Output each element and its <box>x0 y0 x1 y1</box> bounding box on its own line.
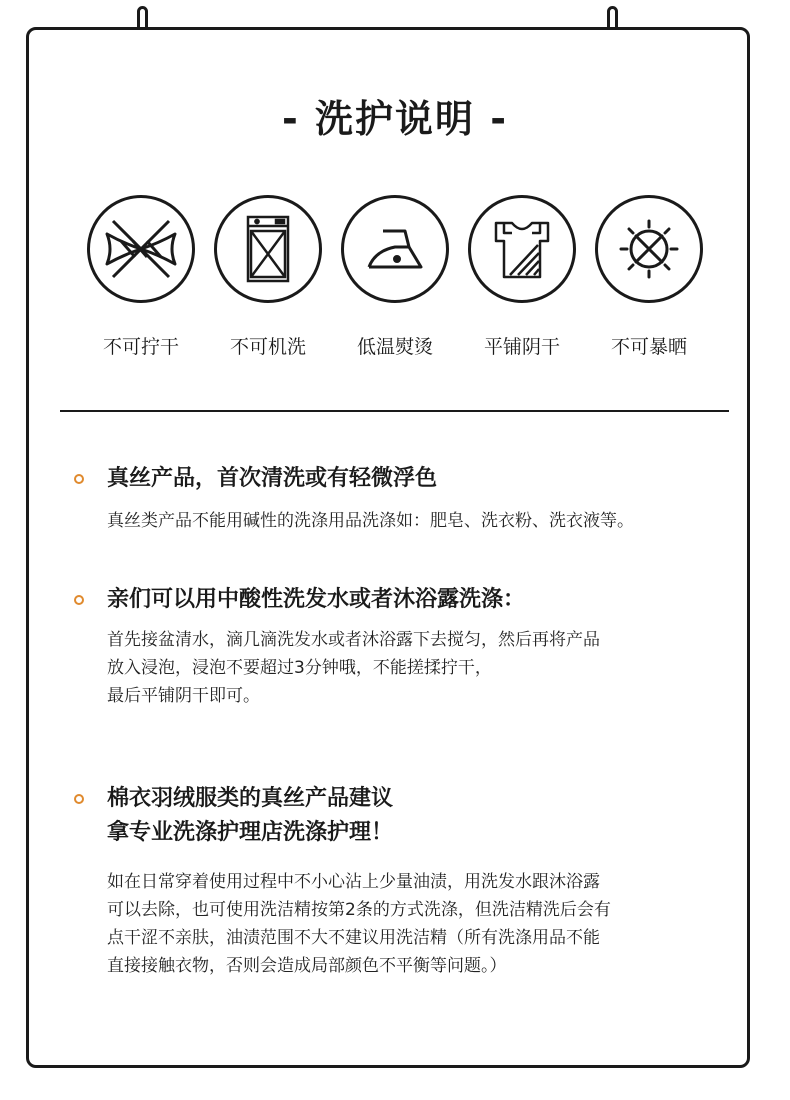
care-label-low-temp-iron: 低温熨烫 <box>356 336 433 358</box>
section-title: 真丝产品，首次清洗或有轻微浮色 <box>107 466 438 491</box>
section-title-line: 棉衣羽绒服类的真丝产品建议 <box>107 786 394 811</box>
care-label-no-machine-wash: 不可机洗 <box>229 336 306 358</box>
body-line: 如在日常穿着使用过程中不小心沾上少量油渍，用洗发水跟沐浴露 <box>107 872 600 892</box>
body-line: 点干涩不亲肤，油渍范围不大不建议用洗洁精（所有洗涤用品不能 <box>107 928 600 948</box>
body-line: 首先接盆清水，滴几滴洗发水或者沐浴露下去搅匀，然后再将产品 <box>107 630 600 650</box>
bullet-icon <box>74 794 84 804</box>
section-divider <box>60 410 729 412</box>
section-body: 真丝类产品不能用碱性的洗涤用品洗涤如：肥皂、洗衣粉、洗衣液等。 <box>107 511 634 531</box>
body-line: 可以去除，也可使用洗洁精按第2条的方式洗涤，但洗洁精洗后会有 <box>107 900 611 920</box>
care-label-dry-flat-shade: 平铺阴干 <box>483 336 560 358</box>
care-section-3 <box>74 782 734 980</box>
section-body <box>107 626 734 710</box>
no-sun-dry-icon <box>595 195 703 303</box>
no-wring-icon <box>87 195 195 303</box>
care-icons-row <box>85 195 705 359</box>
page-title: - 洗护说明 - <box>281 97 508 141</box>
care-item-no-machine-wash <box>212 195 324 359</box>
care-item-dry-flat-shade <box>466 195 578 359</box>
section-body <box>107 868 734 980</box>
care-label-no-sun-dry: 不可暴晒 <box>610 336 687 358</box>
dry-flat-shade-icon <box>468 195 576 303</box>
body-line: 直接接触衣物，否则会造成局部颜色不平衡等问题。） <box>107 956 507 976</box>
body-line: 放入浸泡，浸泡不要超过3分钟哦，不能搓揉拧干， <box>107 658 492 678</box>
body-line: 最后平铺阴干即可。 <box>107 686 260 706</box>
section-title-line: 拿专业洗涤护理店洗涤护理！ <box>107 820 394 845</box>
care-item-no-wring <box>85 195 197 359</box>
care-label-no-wring: 不可拧干 <box>102 336 179 358</box>
bullet-icon <box>74 474 84 484</box>
care-item-low-temp-iron <box>339 195 451 359</box>
care-section-1 <box>74 462 734 535</box>
care-item-no-sun-dry <box>593 195 705 359</box>
care-section-2 <box>74 583 734 710</box>
section-title: 亲们可以用中酸性洗发水或者沐浴露洗涤： <box>107 587 526 612</box>
bullet-icon <box>74 595 84 605</box>
no-machine-wash-icon <box>214 195 322 303</box>
low-temp-iron-icon <box>341 195 449 303</box>
